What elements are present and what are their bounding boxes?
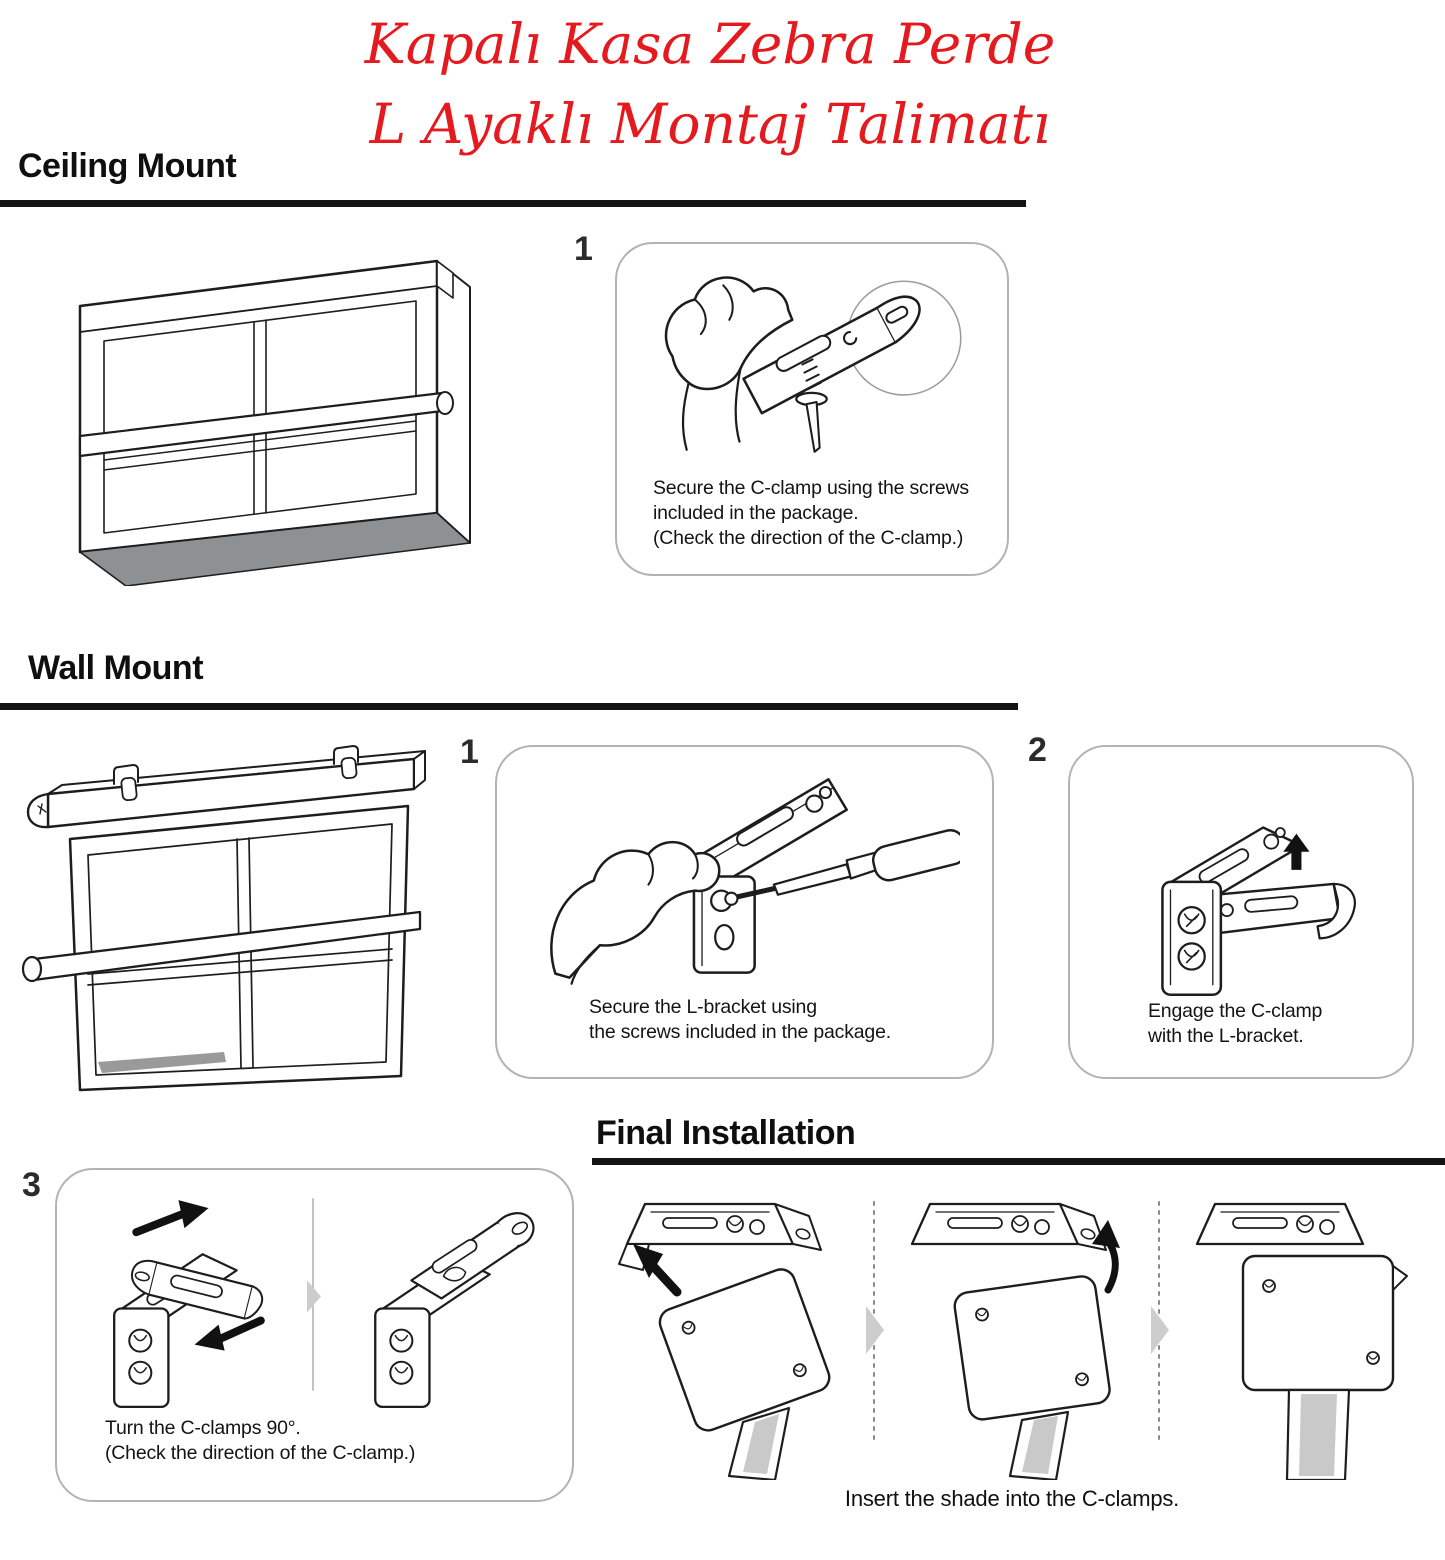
wall-step2-box — [1068, 745, 1414, 1079]
ceiling-step1-number: 1 — [574, 230, 593, 268]
insert-shade-sequence-illustration — [602, 1190, 1445, 1480]
rotate-arrow-icon — [136, 1214, 182, 1232]
wall-window-illustration — [18, 742, 448, 1100]
step3-box — [55, 1168, 574, 1502]
caption-line: Secure the L-bracket using — [589, 996, 817, 1018]
insert-shade-step-c — [1197, 1204, 1407, 1480]
engage-c-clamp-illustration — [1104, 777, 1376, 1009]
l-bracket-face — [1162, 882, 1220, 995]
wall-step1-box — [495, 745, 994, 1079]
final-installation-rule — [592, 1158, 1445, 1165]
l-bracket-screwdriver-hand-illustration — [525, 763, 960, 991]
caption-line: (Check the direction of the C-clamp.) — [105, 1442, 416, 1464]
step3-caption — [105, 1416, 415, 1466]
step3-number: 3 — [22, 1166, 41, 1204]
final-installation-heading: Final Installation — [596, 1114, 856, 1152]
insert-shade-step-b — [912, 1204, 1120, 1480]
ceiling-window-illustration — [52, 246, 557, 586]
caption-line: (Check the direction of the C-clamp.) — [653, 527, 964, 549]
ceiling-step1-box — [615, 242, 1009, 576]
page-title-line2: L Ayaklı Montaj Talimatı — [369, 92, 1051, 156]
ceiling-mount-rule — [0, 200, 1026, 207]
c-clamp-screw-hand-illustration — [642, 258, 977, 473]
final-installation-caption: Insert the shade into the C-clamps. — [844, 1486, 1180, 1511]
shade-fabric — [1299, 1394, 1337, 1476]
wall-mount-rule — [0, 703, 1018, 710]
wall-step1-caption — [589, 995, 891, 1045]
ceiling-step1-caption — [653, 476, 969, 551]
wall-step2-caption — [1148, 999, 1322, 1049]
caption-line: Engage the C-clamp — [1148, 1000, 1323, 1022]
page-title-line1: Kapalı Kasa Zebra Perde — [364, 12, 1056, 76]
caption-line: with the L-bracket. — [1148, 1025, 1304, 1047]
insert-arrow-icon — [653, 1266, 677, 1292]
ceiling-mount-heading: Ceiling Mount — [18, 147, 237, 185]
caption-line: Turn the C-clamps 90°. — [105, 1417, 301, 1439]
turn-c-clamp-illustration — [73, 1184, 557, 1430]
wall-step2-number: 2 — [1028, 731, 1047, 769]
wall-step1-number: 1 — [460, 733, 479, 771]
rotate-arrow-icon — [221, 1321, 261, 1339]
insert-shade-step-a — [619, 1204, 833, 1480]
wall-mount-heading: Wall Mount — [28, 649, 204, 687]
c-clamp-before-turn — [114, 1200, 262, 1407]
c-clamp-after-turn — [375, 1213, 533, 1407]
caption-line: the screws included in the package. — [589, 1021, 891, 1043]
caption-line: included in the package. — [653, 502, 859, 524]
caption-line: Secure the C-clamp using the screws — [653, 477, 969, 499]
